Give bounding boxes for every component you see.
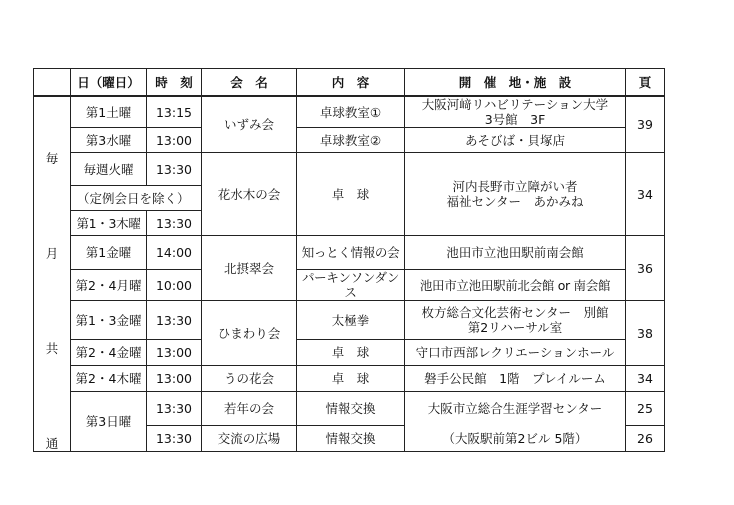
day-cell: 第1・3金曜 xyxy=(71,301,147,340)
content-cell: パーキンソンダンス xyxy=(297,270,405,301)
day-cell: 毎週火曜 xyxy=(71,153,147,186)
venue-cell: 池田市立池田駅前北会館 or 南会館 xyxy=(405,270,626,301)
header-content: 内 容 xyxy=(297,69,405,97)
venue-cell: あそびば・貝塚店 xyxy=(405,128,626,153)
time-cell: 13:30 xyxy=(147,211,202,236)
day-cell: 第1・3木曜 xyxy=(71,211,147,236)
side-label-char: 共 xyxy=(45,341,59,356)
table-row xyxy=(34,270,665,301)
day-cell: （定例会日を除く） xyxy=(71,186,202,211)
club-cell: 花水木の会 xyxy=(202,153,297,236)
content-cell: 太極拳 xyxy=(297,301,405,340)
day-cell: 第3日曜 xyxy=(71,392,147,452)
header-time: 時 刻 xyxy=(147,69,202,97)
time-cell: 13:30 xyxy=(147,426,202,452)
content-cell: 卓球教室② xyxy=(297,128,405,153)
page-cell: 26 xyxy=(626,426,665,452)
page-cell: 34 xyxy=(626,153,665,236)
club-cell: 交流の広場 xyxy=(202,426,297,452)
day-cell: 第3水曜 xyxy=(71,128,147,153)
day-cell: 第1土曜 xyxy=(71,96,147,128)
day-cell: 第2・4月曜 xyxy=(71,270,147,301)
venue-line: 大阪河﨑リハビリテーション大学 xyxy=(421,97,609,112)
time-cell: 13:00 xyxy=(147,366,202,392)
time-cell: 13:30 xyxy=(147,153,202,186)
table-row xyxy=(34,392,665,426)
content-cell: 卓 球 xyxy=(297,153,405,236)
club-cell: 北摂翠会 xyxy=(202,236,297,301)
venue-line: 枚方総合文化芸術センター 別館 xyxy=(421,305,609,320)
content-cell: 知っとく情報の会 xyxy=(297,236,405,270)
content-cell: 情報交換 xyxy=(297,426,405,452)
time-cell: 13:30 xyxy=(147,392,202,426)
header-day: 日（曜日） xyxy=(71,69,147,97)
venue-line: 福祉センター あかみね xyxy=(446,194,584,209)
time-cell: 14:00 xyxy=(147,236,202,270)
venue-cell: 池田市立池田駅前南会館 xyxy=(405,236,626,270)
venue-cell xyxy=(405,301,626,340)
page-cell: 36 xyxy=(626,236,665,301)
header-page: 頁 xyxy=(626,69,665,97)
content-cell: 卓球教室① xyxy=(297,96,405,128)
side-label-char: 毎 xyxy=(45,151,59,166)
day-cell: 第2・4金曜 xyxy=(71,340,147,366)
page-cell: 25 xyxy=(626,392,665,426)
venue-line: 3号館 3F xyxy=(484,112,546,127)
venue-cell: 大阪市立総合生涯学習センター xyxy=(405,392,626,426)
content-cell: 卓 球 xyxy=(297,340,405,366)
header-side xyxy=(34,69,71,97)
venue-cell: 守口市西部レクリエーションホール xyxy=(405,340,626,366)
time-cell: 13:15 xyxy=(147,96,202,128)
side-label-char: 通 xyxy=(45,436,59,451)
club-cell: うの花会 xyxy=(202,366,297,392)
table-row xyxy=(34,96,665,128)
table-row xyxy=(34,128,665,153)
club-cell: ひまわり会 xyxy=(202,301,297,366)
header-club: 会 名 xyxy=(202,69,297,97)
header-row xyxy=(34,69,665,97)
page-cell: 34 xyxy=(626,366,665,392)
time-cell: 13:30 xyxy=(147,301,202,340)
page-cell: 39 xyxy=(626,96,665,153)
page-cell: 38 xyxy=(626,301,665,366)
table-row xyxy=(34,236,665,270)
venue-line: 第2リハーサル室 xyxy=(467,320,563,335)
venue-line: 河内長野市立障がい者 xyxy=(452,179,578,194)
time-cell: 13:00 xyxy=(147,128,202,153)
club-cell: 若年の会 xyxy=(202,392,297,426)
venue-cell: 磐手公民館 1階 プレイルーム xyxy=(405,366,626,392)
club-cell: いずみ会 xyxy=(202,96,297,153)
venue-cell: （大阪駅前第2ビル 5階） xyxy=(405,426,626,452)
venue-cell xyxy=(405,153,626,236)
table-row xyxy=(34,301,665,340)
table-row xyxy=(34,153,665,186)
content-cell: 情報交換 xyxy=(297,392,405,426)
schedule-table xyxy=(33,68,665,452)
venue-cell xyxy=(405,96,626,128)
day-cell: 第2・4木曜 xyxy=(71,366,147,392)
content-cell: 卓 球 xyxy=(297,366,405,392)
day-cell: 第1金曜 xyxy=(71,236,147,270)
header-venue: 開 催 地・施 設 xyxy=(405,69,626,97)
side-label xyxy=(34,96,71,452)
side-label-char: 月 xyxy=(45,246,59,261)
table-row xyxy=(34,340,665,366)
table-row xyxy=(34,366,665,392)
time-cell: 13:00 xyxy=(147,340,202,366)
time-cell: 10:00 xyxy=(147,270,202,301)
